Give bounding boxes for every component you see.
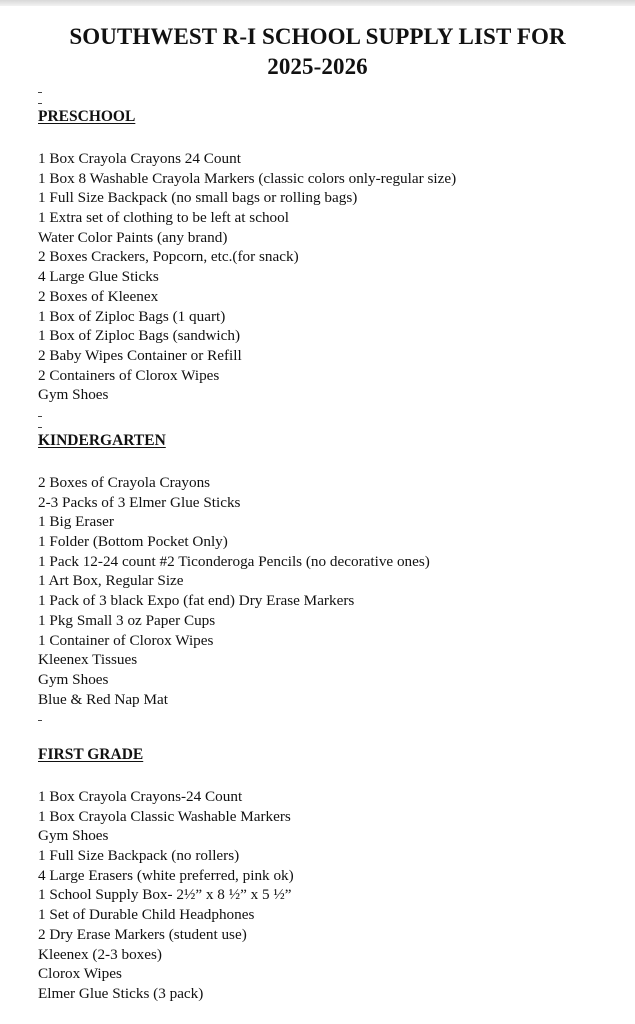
- list-item: Kleenex Tissues: [38, 651, 138, 669]
- section-list-first-grade: [38, 787, 294, 1004]
- spacer-mark: [38, 103, 42, 104]
- list-item: 2 Boxes of Crayola Crayons: [38, 474, 211, 491]
- section-heading-first-grade: FIRST GRADE: [38, 746, 144, 763]
- list-item: Gym Shoes: [38, 670, 109, 688]
- list-item: Elmer Glue Sticks (3 pack): [38, 984, 204, 1002]
- list-item: 1 Set of Durable Child Headphones: [38, 906, 255, 924]
- list-item: 1 Art Box, Regular Size: [38, 572, 184, 590]
- spacer-mark: [38, 427, 42, 428]
- list-item: Blue & Red Nap Mat: [38, 690, 168, 708]
- list-item: 2 Boxes of Kleenex: [38, 287, 159, 305]
- list-item: 1 Folder (Bottom Pocket Only): [38, 533, 228, 551]
- spacer-mark: [38, 720, 42, 721]
- section-heading-preschool: PRESCHOOL: [38, 108, 136, 125]
- list-item: 2 Boxes Crackers, Popcorn, etc.(for snack): [38, 248, 299, 266]
- list-item: 2 Dry Erase Markers (student use): [38, 925, 247, 943]
- list-item: 2 Baby Wipes Container or Refill: [38, 346, 242, 364]
- section-heading-kindergarten: KINDERGARTEN: [38, 432, 166, 449]
- list-item: Kleenex (2-3 boxes): [38, 945, 162, 963]
- list-item: 1 Extra set of clothing to be left at school: [38, 209, 289, 227]
- section-list-preschool: [38, 149, 456, 405]
- list-item: Gym Shoes: [38, 386, 109, 404]
- spacer-mark: [38, 416, 42, 417]
- top-edge-bar: [0, 0, 635, 6]
- list-item: Water Color Paints (any brand): [38, 228, 228, 246]
- list-item: 1 Box Crayola Classic Washable Markers: [38, 807, 291, 825]
- title-line-1: SOUTHWEST R-I SCHOOL SUPPLY LIST FOR: [69, 24, 566, 49]
- list-item: 1 Full Size Backpack (no rollers): [38, 847, 240, 865]
- list-item: 1 Container of Clorox Wipes: [38, 631, 214, 649]
- list-item: 1 Big Eraser: [38, 513, 114, 531]
- list-item: 1 Box 8 Washable Crayola Markers (classic colors only-regular size): [38, 169, 457, 187]
- list-item: 1 Box of Ziploc Bags (1 quart): [38, 307, 226, 325]
- list-item: 1 Pkg Small 3 oz Paper Cups: [38, 611, 216, 629]
- list-item: 2-3 Packs of 3 Elmer Glue Sticks: [38, 493, 241, 511]
- list-item: 4 Large Erasers (white preferred, pink ok): [38, 866, 294, 884]
- list-item: 4 Large Glue Sticks: [38, 268, 159, 286]
- section-list-kindergarten: [38, 473, 430, 709]
- list-item: 1 Full Size Backpack (no small bags or rolling bags): [38, 189, 358, 207]
- list-item: 1 School Supply Box- 2½” x 8 ½” x 5 ½”: [38, 886, 292, 904]
- list-item: 1 Box Crayola Crayons 24 Count: [38, 150, 241, 167]
- document-title: [0, 22, 635, 82]
- list-item: 1 Pack of 3 black Expo (fat end) Dry Erase Markers: [38, 592, 355, 610]
- list-item: 2 Containers of Clorox Wipes: [38, 366, 220, 384]
- list-item: 1 Box of Ziploc Bags (sandwich): [38, 327, 241, 345]
- list-item: 1 Pack 12-24 count #2 Ticonderoga Pencils (no decorative ones): [38, 552, 430, 570]
- spacer-mark: [38, 92, 42, 93]
- list-item: Clorox Wipes: [38, 965, 122, 983]
- title-line-2: 2025-2026: [267, 54, 368, 79]
- list-item: Gym Shoes: [38, 827, 109, 845]
- list-item: 1 Box Crayola Crayons-24 Count: [38, 788, 243, 805]
